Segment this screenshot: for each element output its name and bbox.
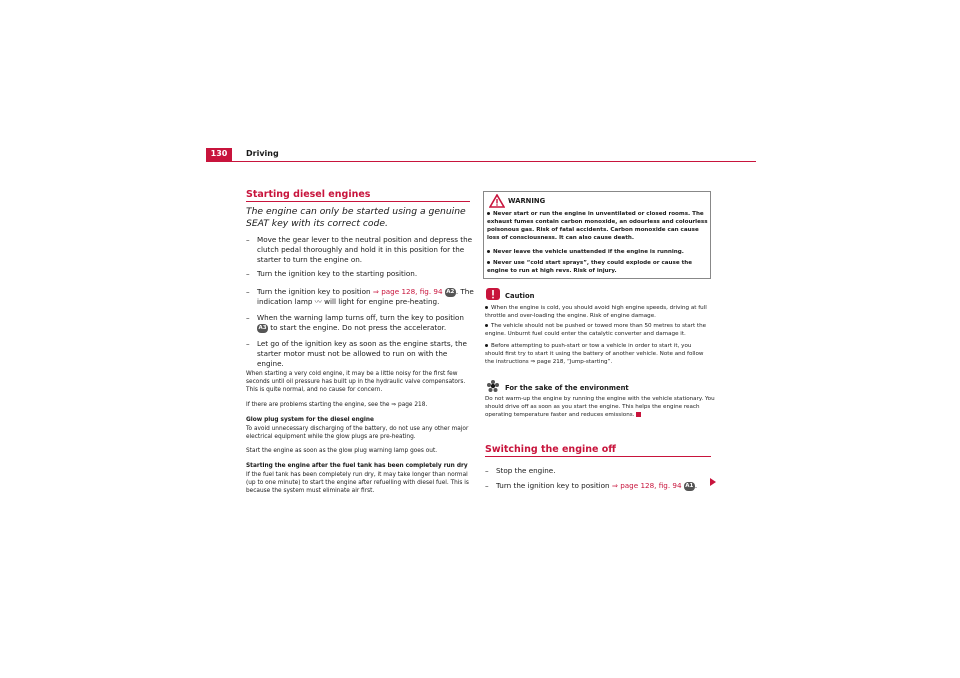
glow-plug-text-2: Start the engine as soon as the glow plug warning lamp goes out. (246, 448, 438, 454)
fuel-tank-title: Starting the engine after the fuel tank has been completely run dry (246, 463, 468, 469)
glow-lamp-icon: 〰 (314, 298, 322, 306)
position-badge-a3: A3 (258, 324, 267, 331)
note-problems: If there are problems starting the engine, see the ⇒ page 218. (246, 402, 428, 408)
page-ref-link[interactable]: ⇒ page 128, fig. 94 (372, 287, 443, 296)
heading-switching-off: Switching the engine off (485, 444, 616, 455)
warning-item-2: Never leave the vehicle unattended if the engine is running. (487, 248, 709, 256)
intro-text: The engine can only be started using a genuine SEAT key with its correct code. (246, 206, 466, 229)
warning-title: WARNING (508, 197, 546, 205)
caution-item-1: When the engine is cold, you should avoid high engine speeds, driving at full throttle and over-loading the engine. Risk of engine damage. (485, 305, 707, 319)
step-4: – When the warning lamp turns off, turn the key to position A3 to start the engine. Do not press the accelerator. (246, 313, 464, 332)
warning-item-1: Never start or run the engine in unventilated or closed rooms. The exhaust fumes contain carbon monoxide, an odourless and colourless poisonous gas. Risk of fatal accidents. Carbon monoxide can cause loss of consciousness. It can also cause death. (487, 211, 708, 241)
heading-rule-2 (485, 456, 711, 457)
step-1: – Move the gear lever to the neutral position and depress the clutch pedal thoroughly and hold it in this position for the starter to turn the engine on. (246, 235, 473, 264)
position-badge-a2: A2 (446, 288, 455, 295)
heading-starting-diesel: Starting diesel engines (246, 189, 371, 200)
caution-item-3: Before attempting to push-start or tow a vehicle in order to start it, you should first try to start it using the battery of another vehicle. Note and follow the instructions ⇒ page 218, “Jump-starting”. (485, 343, 704, 365)
page-ref-link-2[interactable]: ⇒ page 128, fig. 94 (611, 481, 682, 490)
step-3: – Turn the ignition key to position ⇒ page 128, fig. 94 A2. The indication lamp 〰 will light for engine pre-heating. (246, 287, 474, 306)
fuel-tank-text: If the fuel tank has been completely run dry, it may take longer than normal (up to one minute) to start the engine after refuelling with diesel fuel. This is because the system must eliminate air first. (246, 472, 469, 494)
end-of-section-icon (636, 412, 641, 417)
glow-plug-text: To avoid unnecessary discharging of the battery, do not use any other major electrical equipment while the glow plugs are pre-heating. (246, 426, 469, 440)
heading-rule (246, 201, 470, 202)
note-cold-engine: When starting a very cold engine, it may be a little noisy for the first few seconds until oil pressure has built up in the hydraulic valve compensators. This is quite normal, and no cause for concern. (246, 371, 466, 393)
caution-title: Caution (505, 292, 535, 300)
step-5: – Let go of the ignition key as soon as the engine starts, the starter motor must not be allowed to run on with the engine. (246, 339, 467, 368)
environment-text: Do not warm-up the engine by running the engine with the vehicle stationary. You should drive off as soon as you start the engine. This helps the engine reach operating temperature faster and reduces emissions. (485, 396, 715, 418)
glow-plug-title: Glow plug system for the diesel engine (246, 417, 374, 423)
step-2: – Turn the ignition key to the starting position. (246, 269, 418, 278)
environment-title: For the sake of the environment (505, 384, 629, 392)
switch-off-step-1: – Stop the engine. (485, 466, 556, 475)
warning-item-3: Never use “cold start sprays”, they could explode or cause the engine to run at high revs. Risk of injury. (487, 260, 693, 274)
continue-arrow-icon (710, 478, 716, 486)
header-rule (206, 161, 756, 162)
switch-off-step-2: – Turn the ignition key to position ⇒ page 128, fig. 94 A1. (485, 481, 698, 490)
caution-icon (485, 286, 501, 305)
page-number: 130 (210, 149, 228, 158)
section-title: Driving (246, 149, 279, 158)
caution-item-2: The vehicle should not be pushed or towed more than 50 metres to start the engine. Unburnt fuel could enter the catalytic converter and damage it. (485, 323, 707, 337)
position-badge-a1: A1 (685, 482, 694, 489)
